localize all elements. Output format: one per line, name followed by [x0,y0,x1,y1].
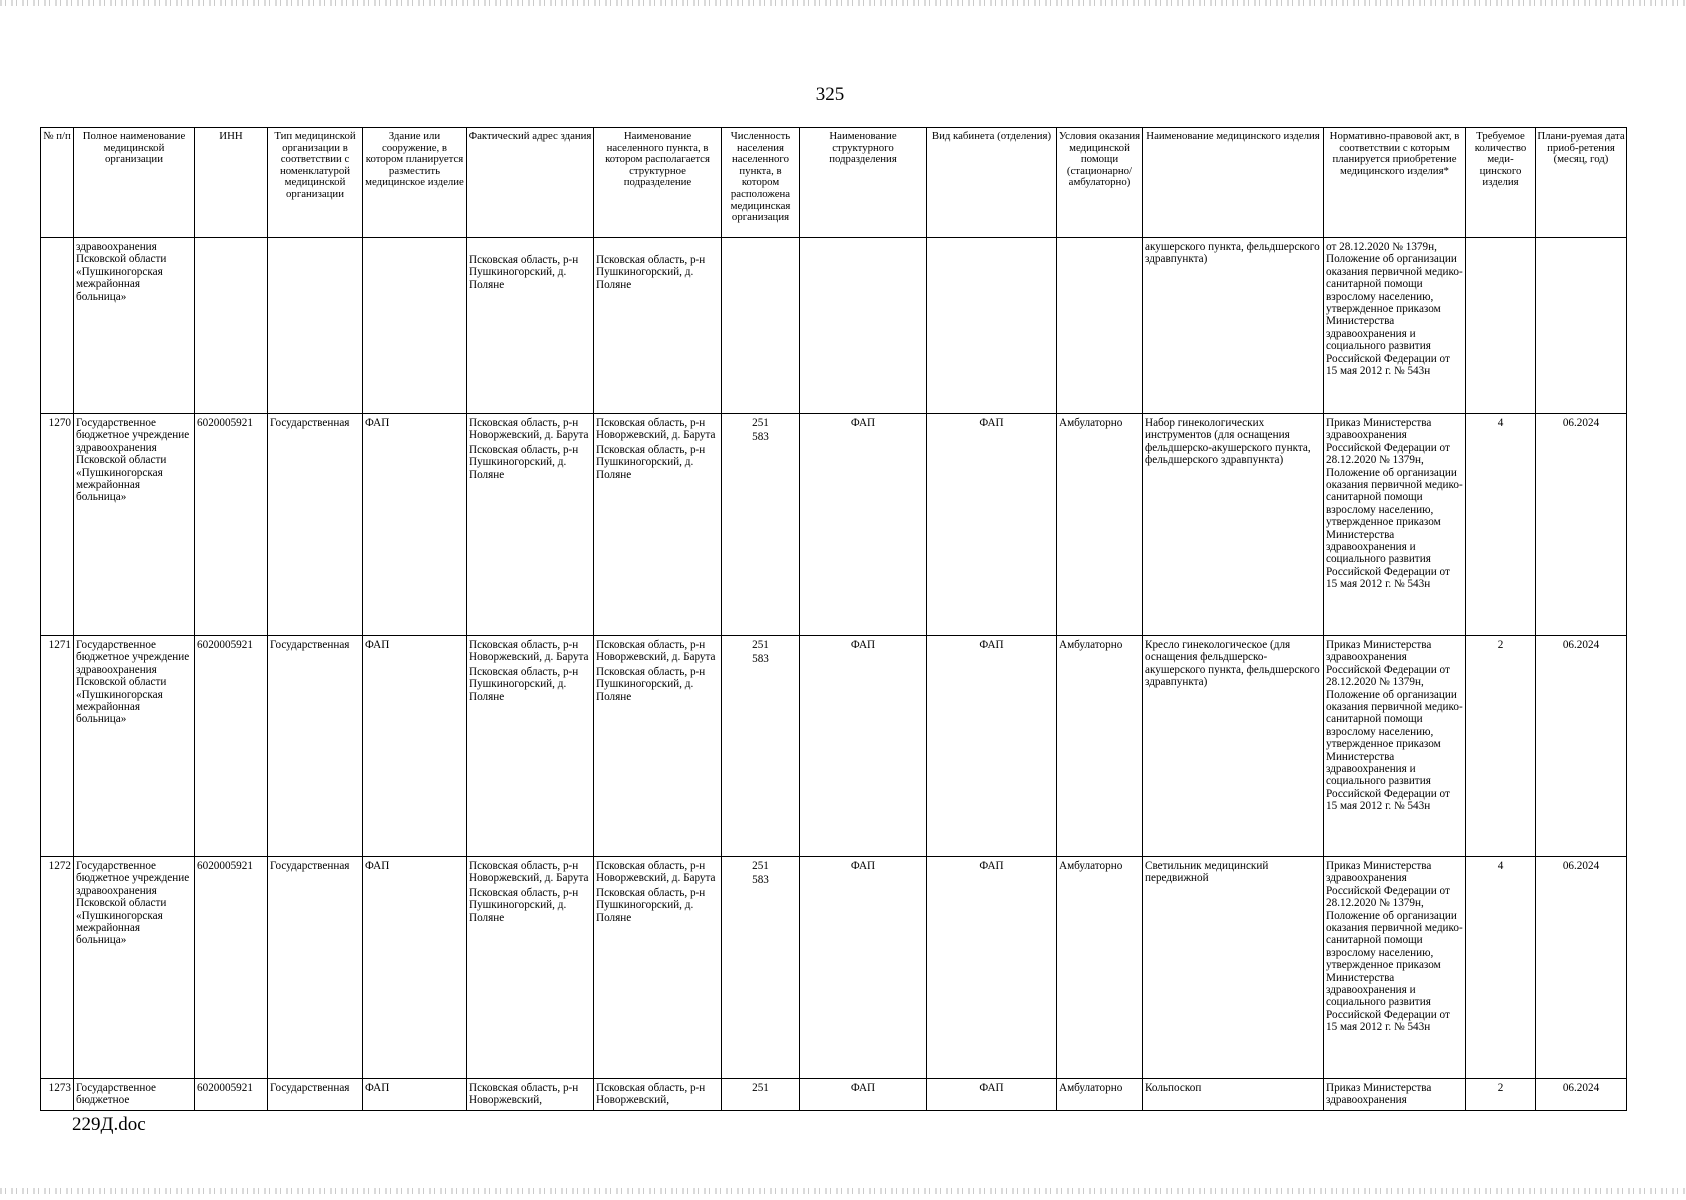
cell-quantity: 4 [1466,414,1536,636]
population-value: 251 [752,860,769,872]
cell-settlement: Псковская область, р-н Новоржевский, [594,1079,722,1111]
address-line: Псковская область, р-н Новоржевский, д. Барута [469,639,589,664]
cell-conditions: Амбулаторно [1057,414,1143,636]
cell-building: ФАП [363,636,467,857]
settlement-line: Псковская область, р-н Новоржевский, д. Барута [596,417,716,442]
cell-device: Кресло гинекологическое (для оснащения фельдшерско-акушерского пункта, фельдшерского здравпункта) [1143,636,1324,857]
address-line: Псковская область, р-н Пушкиногорский, д. Поляне [469,254,579,291]
cell-address: Псковская область, р-н Новоржевский, [467,1079,594,1111]
cell-org: Государственное бюджетное [74,1079,195,1111]
col-header: Нормативно-правовой акт, в соответствии с которым планируется приобретение медицинского изделия* [1324,128,1466,238]
cell-unit: ФАП [800,414,927,636]
col-header: Наименование структурного подразделения [800,128,927,238]
page-number: 325 [815,84,845,105]
cell-unit: ФАП [800,636,927,857]
cell-address [467,857,594,1079]
population-value: 583 [752,653,769,666]
col-header: Фактический адрес здания [467,128,594,238]
cell-building: ФАП [363,857,467,1079]
cell-settlement [594,238,722,414]
address-line: Псковская область, р-н Пушкиногорский, д. Поляне [469,886,579,924]
col-header: ИНН [195,128,268,238]
cell-org: Государственное бюджетное учреждение здравоохранения Псковской области «Пушкиногорская межрайонная больница» [74,636,195,857]
cell-quantity [1466,238,1536,414]
cell-inn [195,238,268,414]
table-row [41,414,1627,636]
cell-cabinet: ФАП [927,636,1057,857]
cell-act: Приказ Министерства здравоохранения [1324,1079,1466,1111]
settlement-line: Псковская область, р-н Пушкиногорский, д. Поляне [596,886,706,924]
settlement-line: Псковская область, р-н Пушкиногорский, д. Поляне [596,665,706,703]
cell-date: 06.2024 [1536,857,1627,1079]
address-line: Псковская область, р-н Новоржевский, д. Барута [469,860,589,885]
cell-conditions: Амбулаторно [1057,636,1143,857]
cell-unit [800,238,927,414]
cell-num: 1271 [41,636,74,857]
table-header [41,128,1627,238]
cell-type [268,238,363,414]
col-header: Плани-руемая дата приоб-ретения (месяц, год) [1536,128,1627,238]
cell-cabinet: ФАП [927,1079,1057,1111]
cell-num: 1273 [41,1079,74,1111]
population-value: 251 [752,417,769,429]
col-header: Вид кабинета (отделения) [927,128,1057,238]
medical-equipment-table [40,127,1627,1111]
cell-population: 251 [722,1079,800,1111]
scan-edge-bottom [0,1188,1686,1194]
cell-building: ФАП [363,1079,467,1111]
cell-inn: 6020005921 [195,1079,268,1111]
cell-population [722,636,800,857]
cell-org: здравоохранения Псковской области «Пушкиногорская межрайонная больница» [74,238,195,414]
col-header: Полное наименование медицинской организации [74,128,195,238]
cell-org: Государственное бюджетное учреждение здравоохранения Псковской области «Пушкиногорская межрайонная больница» [74,414,195,636]
cell-settlement [594,857,722,1079]
cell-act: от 28.12.2020 № 1379н, Положение об организации оказания первичной медико-санитарной помощи взрослому населению, утвержденное приказом Министерства здравоохранения и социального развития Российской Федерации от 15 мая 2012 г. № 543н [1324,238,1466,414]
cell-date [1536,238,1627,414]
cell-type: Государственная [268,1079,363,1111]
cell-building: ФАП [363,414,467,636]
address-line: Псковская область, р-н Новоржевский, д. Барута [469,417,589,442]
cell-cabinet: ФАП [927,414,1057,636]
cell-inn: 6020005921 [195,857,268,1079]
cell-building [363,238,467,414]
cell-num: 1272 [41,857,74,1079]
table-row [41,636,1627,857]
cell-act: Приказ Министерства здравоохранения Российской Федерации от 28.12.2020 № 1379н, Положение об организации оказания первичной медико-санитарной помощи взрослому населению, утвержденное приказом Министерства здравоохранения и социального развития Российской Федерации от 15 мая 2012 г. № 543н [1324,414,1466,636]
cell-quantity: 2 [1466,1079,1536,1111]
cell-type: Государственная [268,414,363,636]
cell-date: 06.2024 [1536,636,1627,857]
cell-cabinet: ФАП [927,857,1057,1079]
cell-device: Набор гинекологических инструментов (для оснащения фельдшерско-акушерского пункта, фельдшерского здравпункта) [1143,414,1324,636]
col-header: Тип медицинской организации в соответствии с номенклатурой медицинской организации [268,128,363,238]
population-value: 251 [752,639,769,651]
settlement-line: Псковская область, р-н Пушкиногорский, д. Поляне [596,254,706,291]
scan-edge-top [0,0,1686,6]
cell-quantity: 2 [1466,636,1536,857]
table-row-continuation [41,238,1627,414]
settlement-line: Псковская область, р-н Новоржевский, д. Барута [596,860,716,885]
cell-address [467,238,594,414]
cell-population [722,414,800,636]
cell-num: 1270 [41,414,74,636]
cell-device: акушерского пункта, фельдшерского здравпункта) [1143,238,1324,414]
table-row [41,857,1627,1079]
cell-conditions [1057,238,1143,414]
cell-population [722,238,800,414]
cell-device: Светильник медицинский передвижной [1143,857,1324,1079]
col-header: Условия оказания медицинской помощи (стационарно/ амбулаторно) [1057,128,1143,238]
col-header: Наименование медицинского изделия [1143,128,1324,238]
cell-device: Кольпоскоп [1143,1079,1324,1111]
footer-filename: 229Д.doc [72,1114,146,1135]
cell-type: Государственная [268,636,363,857]
cell-inn: 6020005921 [195,636,268,857]
col-header: № п/п [41,128,74,238]
col-header: Численность населения населенного пункта, в котором расположена медицинская организация [722,128,800,238]
cell-date: 06.2024 [1536,414,1627,636]
cell-cabinet [927,238,1057,414]
cell-type: Государственная [268,857,363,1079]
cell-quantity: 4 [1466,857,1536,1079]
cell-settlement [594,414,722,636]
cell-address [467,414,594,636]
col-header: Требуемое количество меди-цинского изделия [1466,128,1536,238]
address-line: Псковская область, р-н Пушкиногорский, д. Поляне [469,443,579,481]
cell-act: Приказ Министерства здравоохранения Российской Федерации от 28.12.2020 № 1379н, Положение об организации оказания первичной медико-санитарной помощи взрослому населению, утвержденное приказом Министерства здравоохранения и социального развития Российской Федерации от 15 мая 2012 г. № 543н [1324,636,1466,857]
cell-unit: ФАП [800,1079,927,1111]
cell-date: 06.2024 [1536,1079,1627,1111]
table-row [41,1079,1627,1111]
col-header: Наименование населенного пункта, в котором располагается структурное подразделение [594,128,722,238]
cell-settlement [594,636,722,857]
address-line: Псковская область, р-н Пушкиногорский, д. Поляне [469,665,579,703]
population-value: 583 [752,874,769,887]
cell-population [722,857,800,1079]
cell-unit: ФАП [800,857,927,1079]
cell-org: Государственное бюджетное учреждение здравоохранения Псковской области «Пушкиногорская межрайонная больница» [74,857,195,1079]
population-value: 583 [752,431,769,444]
cell-act: Приказ Министерства здравоохранения Российской Федерации от 28.12.2020 № 1379н, Положение об организации оказания первичной медико-санитарной помощи взрослому населению, утвержденное приказом Министерства здравоохранения и социального развития Российской Федерации от 15 мая 2012 г. № 543н [1324,857,1466,1079]
cell-conditions: Амбулаторно [1057,1079,1143,1111]
cell-conditions: Амбулаторно [1057,857,1143,1079]
cell-address [467,636,594,857]
cell-inn: 6020005921 [195,414,268,636]
settlement-line: Псковская область, р-н Пушкиногорский, д. Поляне [596,443,706,481]
settlement-line: Псковская область, р-н Новоржевский, д. Барута [596,639,716,664]
col-header: Здание или сооружение, в котором планируется разместить медицинское изделие [363,128,467,238]
cell-num [41,238,74,414]
